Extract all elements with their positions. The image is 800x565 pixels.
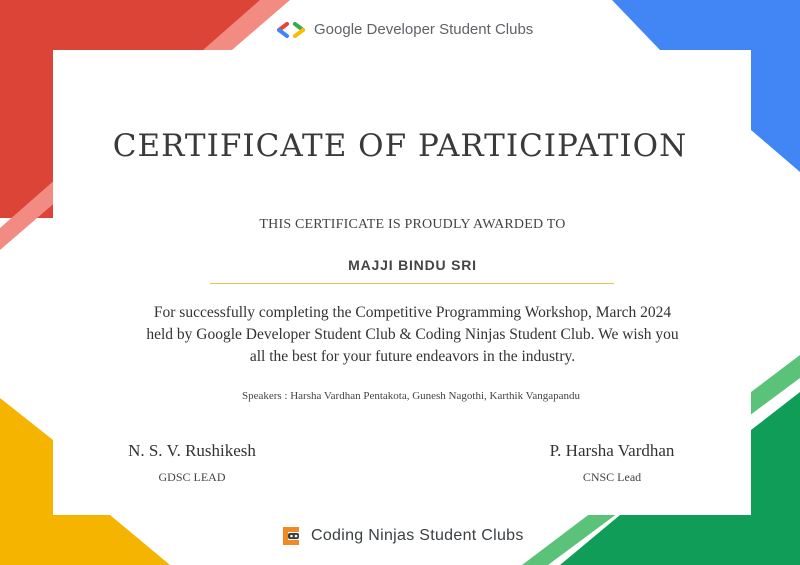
body-line: held by Google Developer Student Club & Coding Ninjas Student Club. We wish you [146, 326, 679, 343]
signatory-role: CNSC Lead [582, 470, 642, 484]
certificate-title: CERTIFICATE OF PARTICIPATION [112, 128, 688, 164]
gdsc-brand-label: Google Developer Student Clubs [314, 21, 534, 38]
coding-ninjas-brand-label: Coding Ninjas Student Clubs [311, 527, 524, 544]
signatory-left [112, 441, 272, 485]
body-line: all the best for your future endeavors in the industry. [249, 348, 576, 365]
recipient-name: MAJJI BINDU SRI [348, 257, 477, 273]
body-line: For successfully completing the Competitive Programming Workshop, March 2024 [153, 304, 672, 321]
signatory-role: GDSC LEAD [158, 470, 226, 484]
signatory-name: N. S. V. Rushikesh [128, 441, 256, 460]
awarded-to-label: THIS CERTIFICATE IS PROUDLY AWARDED TO [259, 217, 566, 232]
certificate-body [100, 302, 725, 368]
speakers-line: Speakers : Harsha Vardhan Pentakota, Gunesh Nagothi, Karthik Vangapandu [241, 390, 581, 402]
gdsc-logo-icon [276, 22, 306, 38]
name-underline [210, 283, 614, 284]
coding-ninjas-logo-icon [279, 524, 303, 548]
signatory-name: P. Harsha Vardhan [549, 441, 675, 460]
coding-ninjas-brand [279, 524, 524, 548]
gdsc-brand [276, 21, 533, 38]
signatory-right [532, 441, 692, 485]
